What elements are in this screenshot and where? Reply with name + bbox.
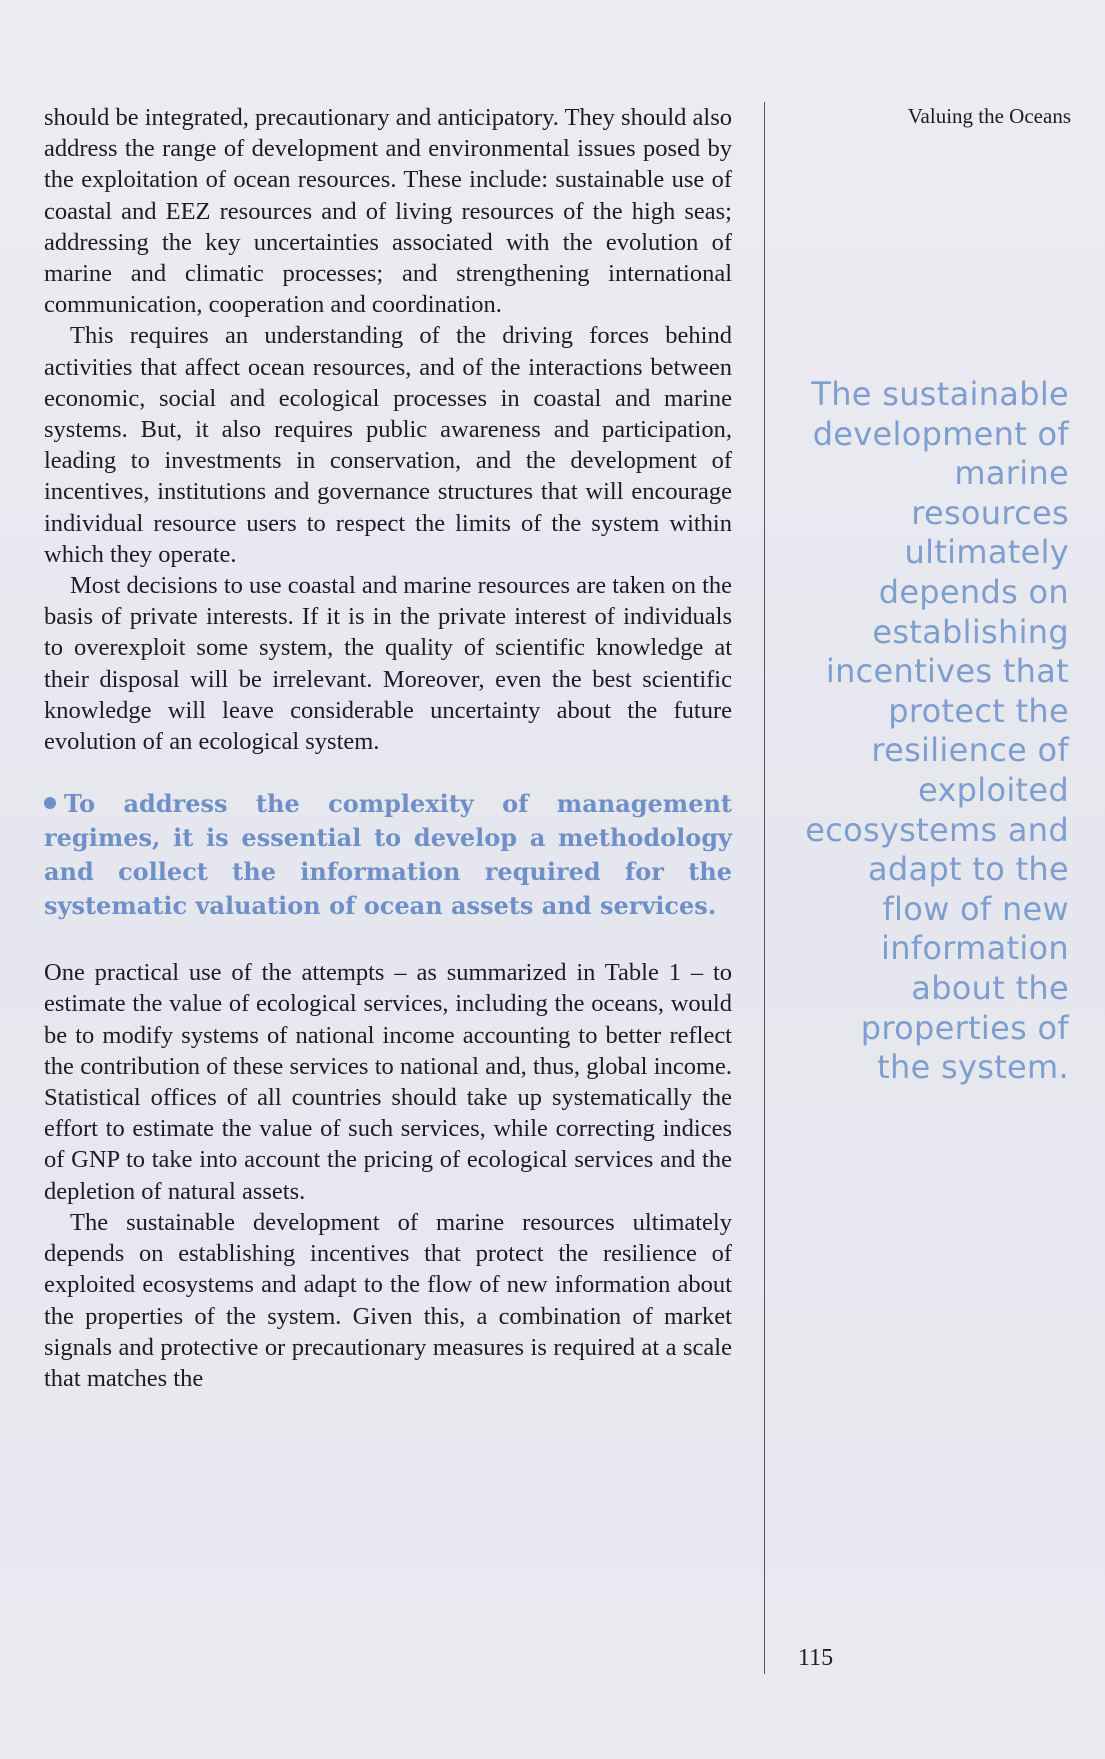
running-head: Valuing the Oceans bbox=[907, 104, 1071, 128]
pull-quote: The sustainable development of marine resources ultimately depends on establishing incentives that protect the resilience of exploited ecosystems and adapt to the flow of new information about the properties of the system. bbox=[805, 375, 1069, 1087]
bullet-icon bbox=[44, 797, 56, 809]
key-message-callout bbox=[44, 787, 732, 923]
paragraph-2: This requires an understanding of the driving forces behind activities that affect ocean resources, and of the interactions between economic, social and ecological processes in coastal and marine systems. But, it also requires public awareness and participation, leading to investments in conservation, and the development of incentives, institutions and governance structures that will encourage individual resource users to respect the limits of the system within which they operate. bbox=[44, 322, 732, 568]
page-number: 115 bbox=[798, 1645, 834, 1671]
main-column bbox=[44, 102, 732, 1394]
column-divider bbox=[764, 102, 765, 1674]
callout-text: To address the complexity of management regimes, it is essential to develop a methodology and collect the information required for the systematic valuation of ocean assets and services. bbox=[44, 789, 732, 921]
paragraph-5: The sustainable development of marine resources ultimately depends on establishing incentives that protect the resilience of exploited ecosystems and adapt to the flow of new information about the properties of the system. Given this, a combination of market signals and protective or precautionary measures is required at a scale that matches the bbox=[44, 1208, 732, 1392]
paragraph-3: Most decisions to use coastal and marine resources are taken on the basis of private interests. If it is in the private interest of individuals to overexploit some system, the quality of scientific knowledge at their disposal will be irrelevant. Moreover, even the best scientific knowledge will leave considerable uncertainty about the future evolution of an ecological system. bbox=[44, 572, 732, 756]
paragraph-1: should be integrated, precautionary and anticipatory. They should also address the range of development and environmental issues posed by the exploitation of ocean resources. These include: sustainable use of coastal and EEZ resources and of living resources of the high seas; addressing the key uncertainties associated with the evolution of marine and climatic processes; and strengthening international communication, cooperation and coordination. bbox=[44, 104, 732, 319]
paragraph-4: One practical use of the attempts – as summarized in Table 1 – to estimate the value of ecological services, including the oceans, would be to modify systems of national income accounting to better reflect the contribution of these services to national and, thus, global income. Statistical offices of all countries should take up systematically the effort to estimate the value of such services, while correcting indices of GNP to take into account the pricing of ecological services and the depletion of natural assets. bbox=[44, 959, 732, 1205]
